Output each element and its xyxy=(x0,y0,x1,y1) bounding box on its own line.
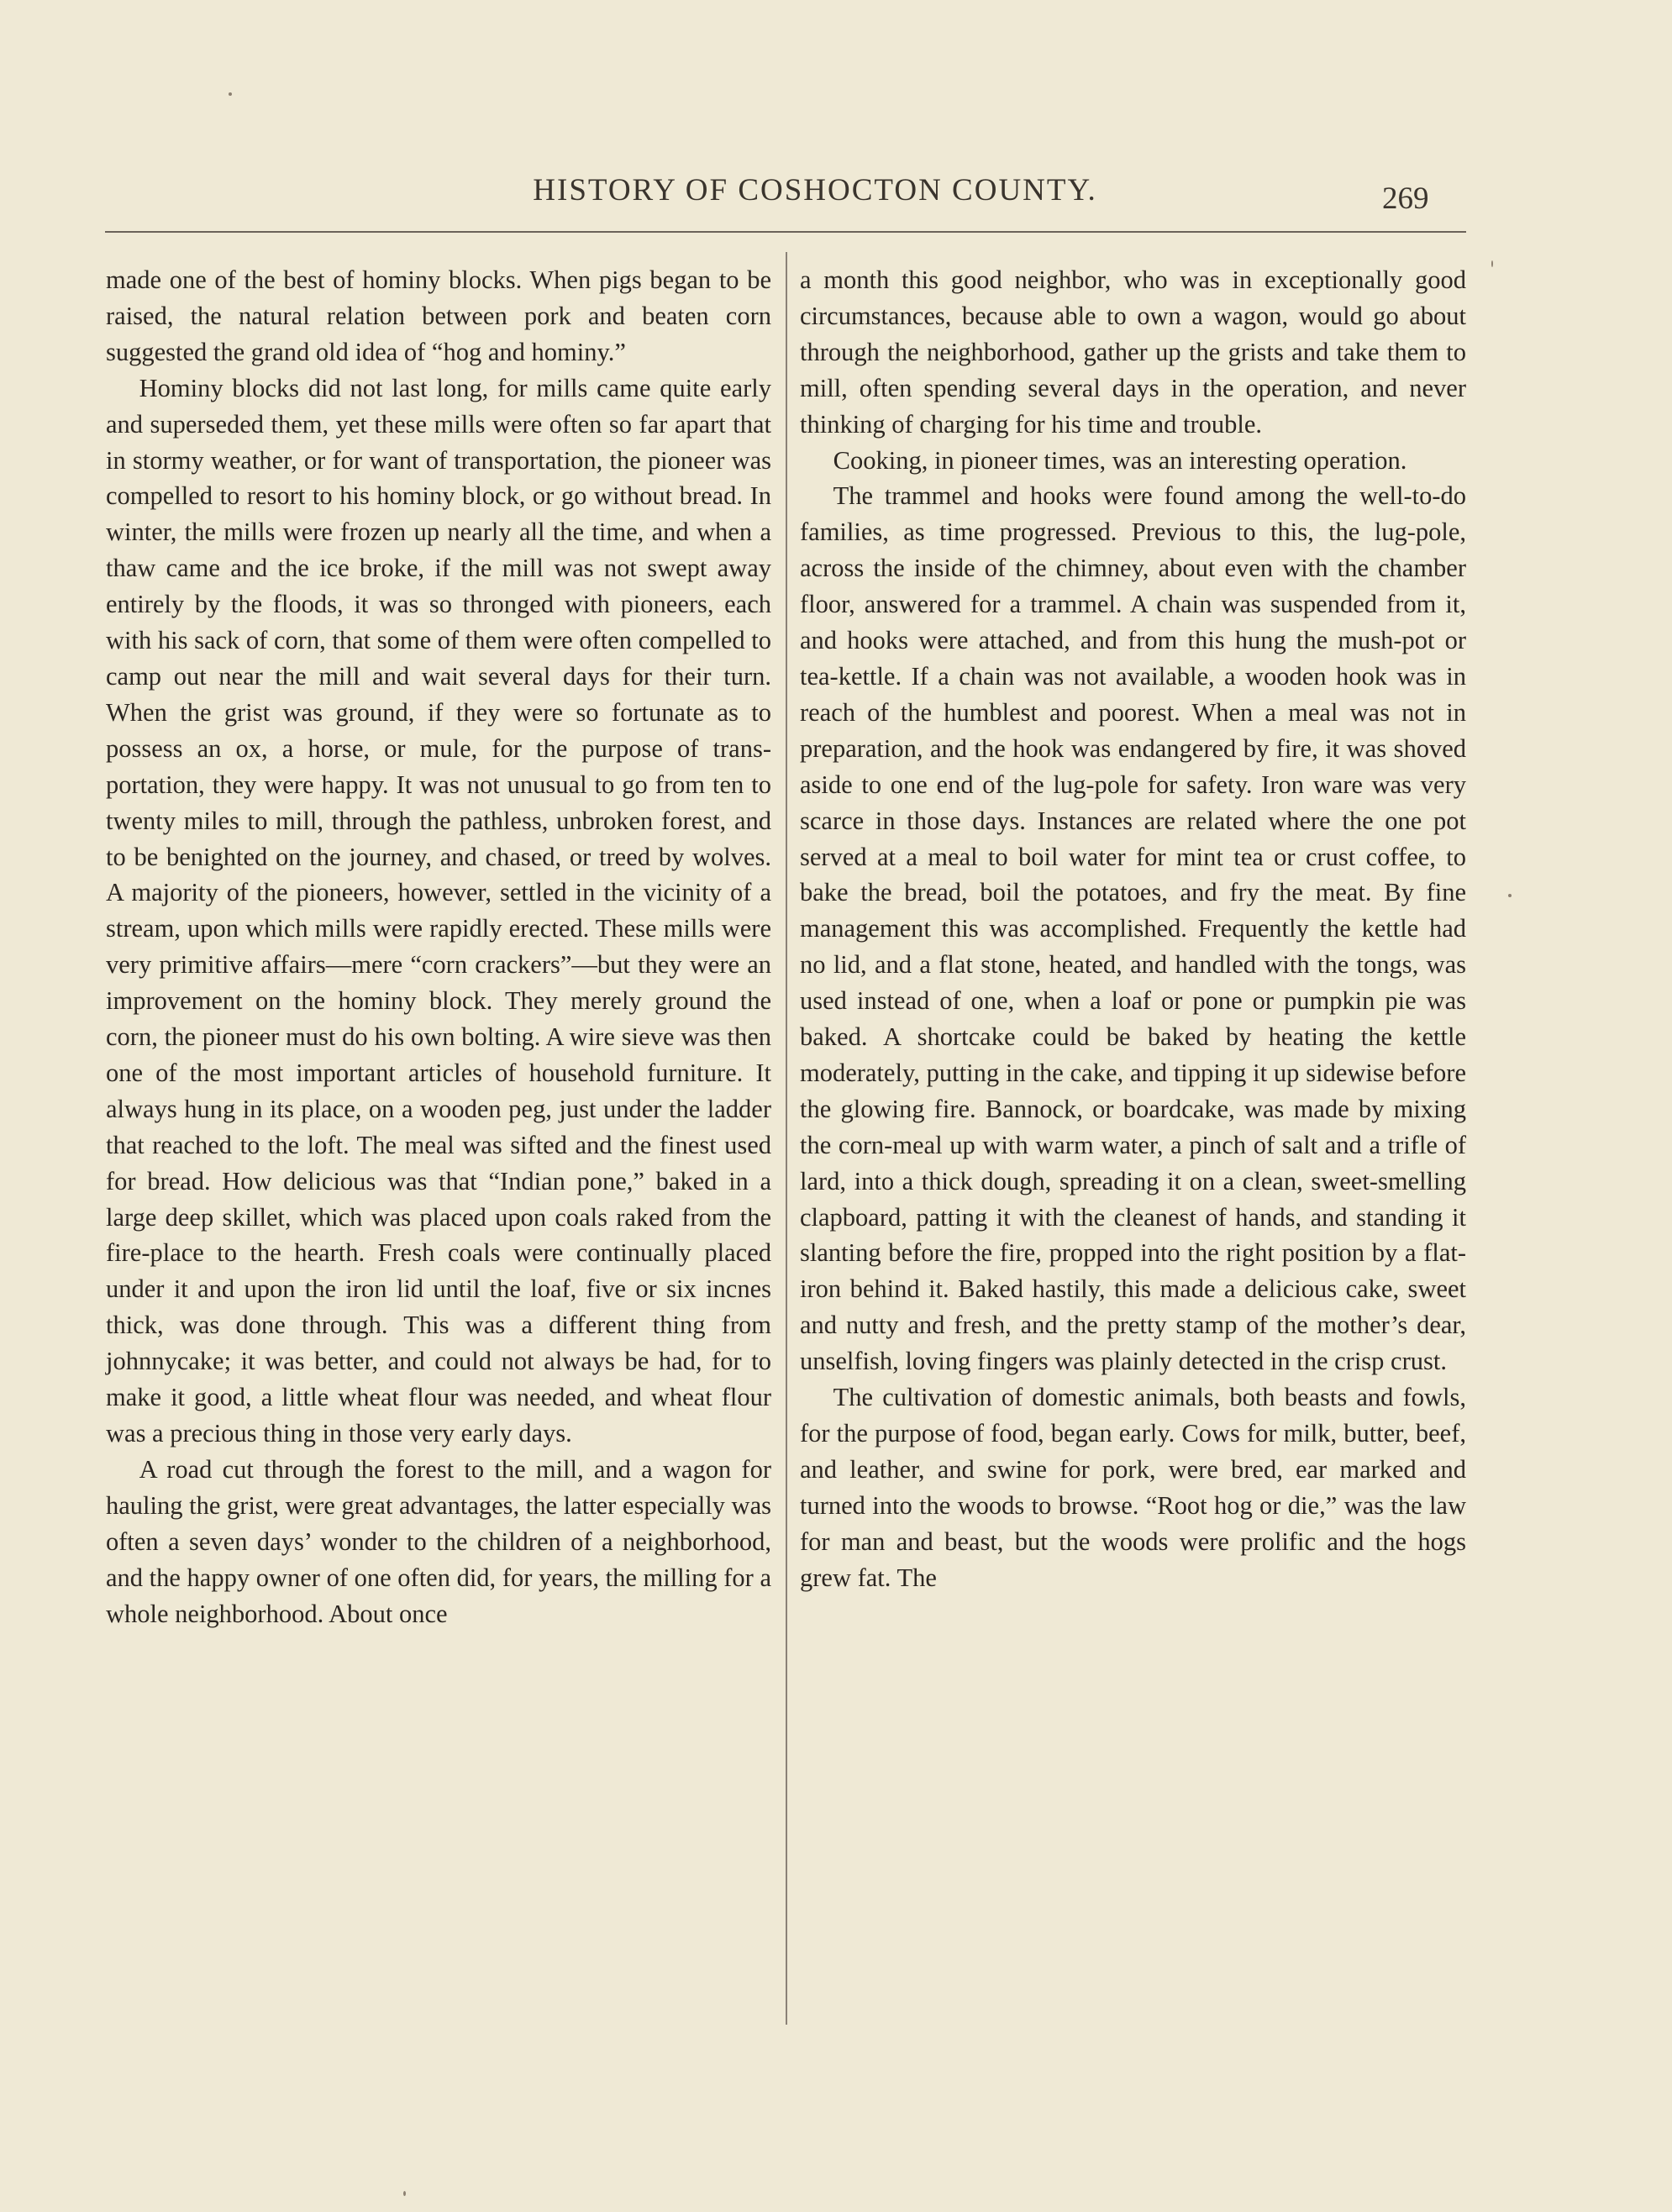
left-paragraph-3: A road cut through the forest to the mill, and a wagon for hauling the grist, were great advantages, the latter especially was often a seven days’ wonder to the children of a neighborhood, and the happy owner of one often did, for years, the milling for a whole neighborhood. About once xyxy=(106,1454,771,1628)
right-paragraph-4: The cultivation of domestic animals, both beasts and fowls, for the purpose of food, began early. Cows for milk, butter, beef, and leather, and swine for pork, were bred, ear marked and turned into the woods to browse. “Root hog or die,” was the law for man and beast, but the woods were prolific and the hogs grew fat. The xyxy=(800,1383,1466,1592)
left-paragraph-2: Hominy blocks did not last long, for mills came quite early and superseded them, yet these mills were often so far apart that in stormy weather, or for want of transportation, the pioneer was compelled to resort to his hominy block, or go without bread. In winter, the mills were frozen up nearly all the time, and when a thaw came and the ice broke, if the mill was not swept away entirely by the floods, it was so thronged with pioneers, each with his sack of corn, that some of them were often compelled to camp out near the mill and wait several days for their turn. When the grist was ground, if they were so fortunate as to possess an ox, a horse, or mule, for the purpose of transportation, they were happy. It was not unusual to go from ten to twenty miles to mill, through the pathless, unbroken forest, and to be benighted on the journey, and chased, or treed by wolves. A majority of the pioneers, however, settled in the vicinity of a stream, upon which mills were rapidly erected. These mills were very primitive affairs—mere “corn crackers”—but they were an improvement on the hominy block. They merely ground the corn, the pioneer must do his own bolting. A wire sieve was then one of the most important articles of household furniture. It always hung in its place, on a wooden peg, just under the ladder that reached to the loft. The meal was sifted and the finest used for bread. How delicious was that “Indian pone,” baked in a large deep skillet, which was placed upon coals raked from the fire-place to the hearth. Fresh coals were continually placed under it and upon the iron lid until the loaf, five or six incnes thick, was done through. This was a different thing from johnnycake; it was better, and could not always be had, for to make it good, a little wheat flour was needed, and wheat flour was a precious thing in those very early days. xyxy=(106,373,771,1448)
left-column xyxy=(106,262,771,1631)
paper-speck xyxy=(403,2191,406,2196)
running-title: HISTORY OF COSHOCTON COUNTY. xyxy=(533,173,1097,208)
right-column xyxy=(800,262,1466,1596)
paper-speck xyxy=(229,92,232,96)
right-paragraph-2: Cooking, in pioneer times, was an interesting operation. xyxy=(833,445,1407,475)
header-rule xyxy=(105,231,1466,233)
paper-speck xyxy=(1508,894,1512,897)
left-paragraph-1: made one of the best of hominy blocks. When pigs began to be raised, the natural relation between pork and beaten corn suggested the grand old idea of “hog and hominy.” xyxy=(106,265,771,366)
right-paragraph-1: a month this good neighbor, who was in exceptionally good circumstances, because able to own a wagon, would go about through the neighborhood, gather up the grists and take them to mill, often spending several days in the operation, and never thinking of charging for his time and trouble. xyxy=(800,265,1466,439)
page-number: 269 xyxy=(1382,181,1429,216)
right-paragraph-3: The trammel and hooks were found among the well-to-do families, as time progressed. Previous to this, the lug-pole, across the inside of the chimney, about even with the chamber floor, answered for a trammel. A chain was suspended from it, and hooks were attached, and from this hung the mush-pot or tea-kettle. If a chain was not available, a wooden hook was in reach of the humblest and poorest. When a meal was not in preparation, and the hook was endangered by fire, it was shoved aside to one end of the lug-pole for safety. Iron ware was very scarce in those days. Instances are related where the one pot served at a meal to boil water for mint tea or crust coffee, to bake the bread, boil the potatoes, and fry the meat. By fine management this was accomplished. Frequently the kettle had no lid, and a flat stone, heated, and handled with the tongs, was used instead of one, when a loaf or pone or pumpkin pie was baked. A shortcake could be baked by heating the kettle moderately, putting in the cake, and tipping it up sidewise before the glowing fire. Bannock, or boardcake, was made by mixing the corn-meal up with warm water, a pinch of salt and a trifle of lard, into a thick dough, spreading it on a clean, sweet-smelling clapboard, patting it with the cleanest of hands, and standing it slanting before the fire, propped into the right position by a flat-iron behind it. Baked hastily, this made a delicious cake, sweet and nutty and fresh, and the pretty stamp of the mother’s dear, unselfish, loving fingers was plainly detected in the crisp crust. xyxy=(800,481,1466,1376)
column-divider xyxy=(786,252,787,2025)
paper-speck xyxy=(1491,260,1493,267)
